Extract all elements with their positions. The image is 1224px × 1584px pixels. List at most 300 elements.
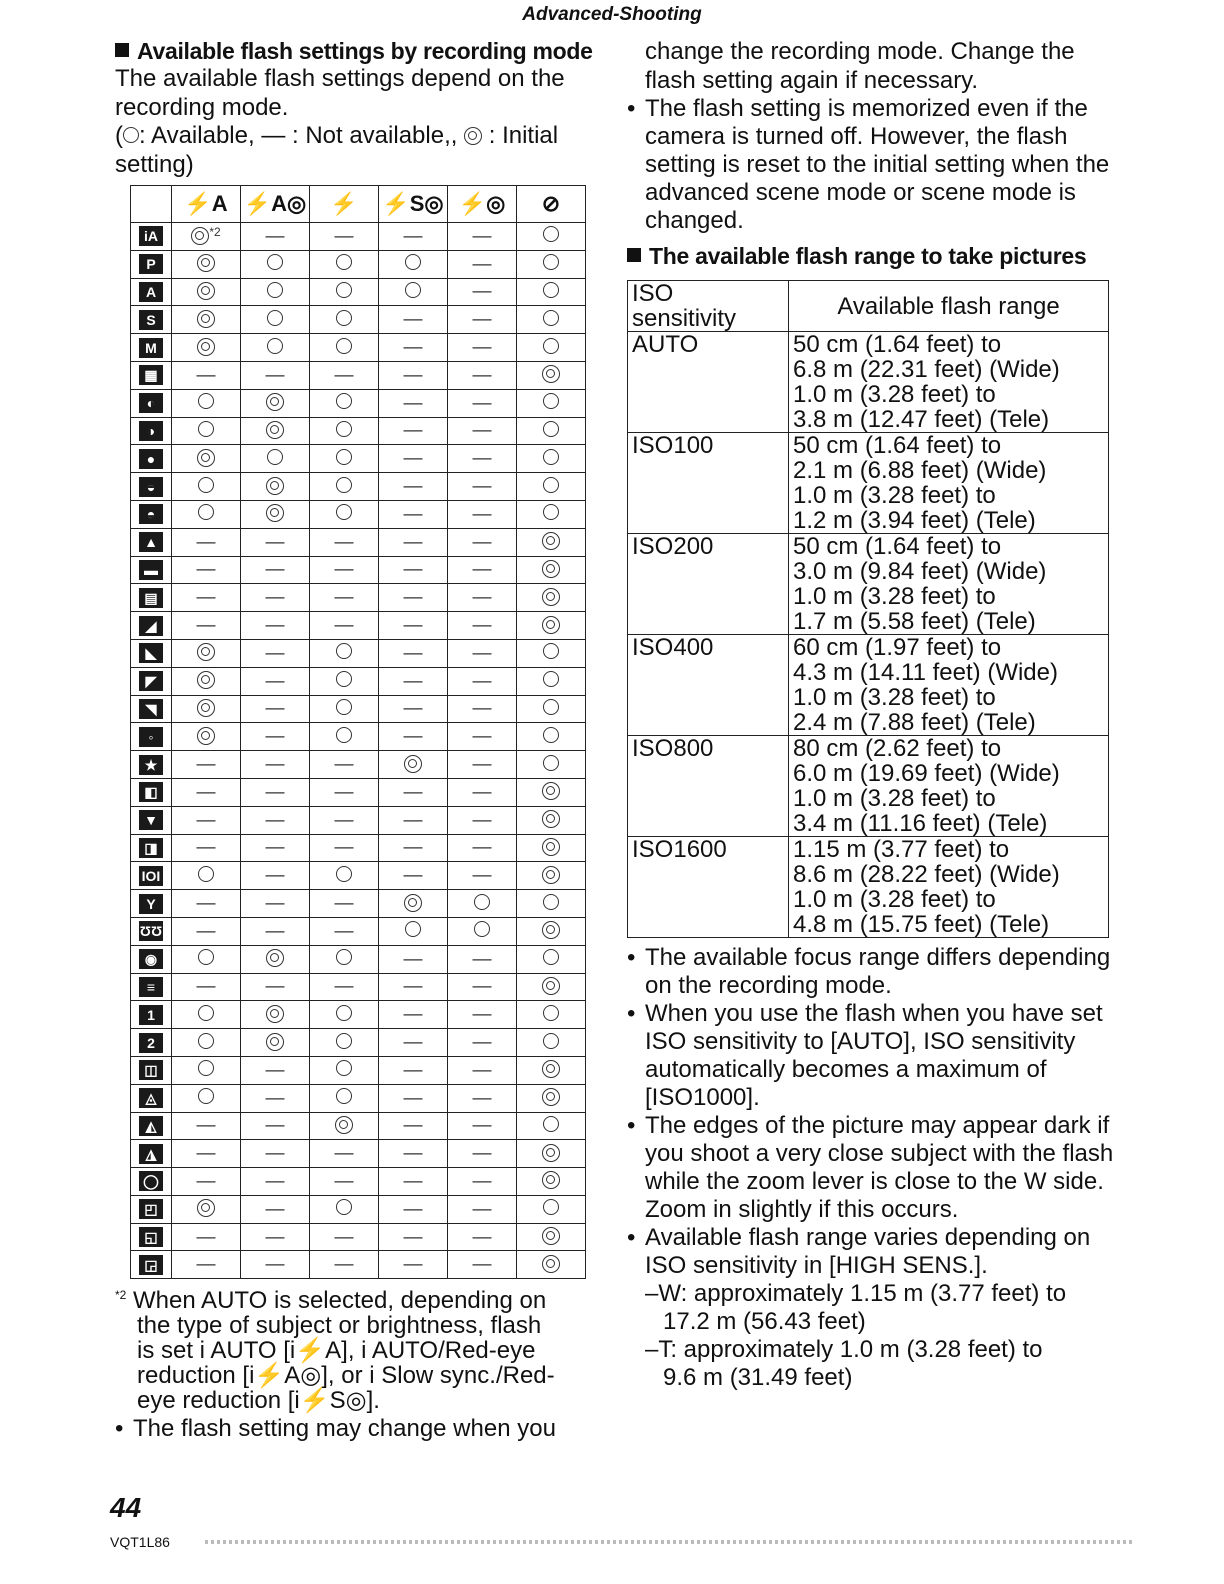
recording-mode-icon: ◥	[139, 699, 163, 719]
availability-cell: —	[241, 834, 310, 862]
availability-cell: —	[379, 1223, 448, 1251]
recording-mode-icon: ●	[139, 449, 163, 469]
availability-cell	[241, 417, 310, 445]
availability-cell: —	[172, 1140, 241, 1168]
availability-cell: —	[448, 1084, 517, 1112]
initial-symbol	[542, 532, 560, 550]
footnote-ref: *2	[209, 224, 221, 239]
available-symbol	[198, 1005, 214, 1021]
available-symbol	[543, 643, 559, 659]
availability-cell: —	[448, 778, 517, 806]
recording-mode-icon: ◰	[139, 1199, 163, 1219]
availability-cell	[310, 639, 379, 667]
available-symbol	[543, 755, 559, 771]
footnote-line: reduction [i⚡A◎], or i Slow sync./Red-	[137, 1362, 555, 1390]
available-symbol	[543, 671, 559, 687]
table-row	[131, 1056, 586, 1084]
availability-cell	[172, 1029, 241, 1057]
availability-cell: —	[448, 1168, 517, 1196]
list-item: • The available focus range differs depending on the recording mode.	[627, 944, 1117, 1000]
available-symbol	[336, 421, 352, 437]
initial-symbol	[191, 227, 209, 245]
available-symbol	[336, 1199, 352, 1215]
availability-cell: —	[379, 945, 448, 973]
mode-icon-cell	[131, 334, 172, 362]
availability-cell: —	[379, 1056, 448, 1084]
mode-icon-cell	[131, 584, 172, 612]
availability-cell: —	[379, 1251, 448, 1279]
range-cell	[789, 736, 1109, 837]
available-symbol	[543, 393, 559, 409]
initial-symbol	[542, 365, 560, 383]
availability-cell: —	[310, 223, 379, 251]
flash-column-header: ⚡S◎	[379, 186, 448, 223]
availability-cell	[310, 278, 379, 306]
availability-cell	[310, 1001, 379, 1029]
available-symbol	[336, 1060, 352, 1076]
initial-symbol	[542, 1144, 560, 1162]
availability-cell: —	[448, 1112, 517, 1140]
initial-symbol	[197, 643, 215, 661]
availability-cell: —	[310, 361, 379, 389]
availability-cell	[310, 667, 379, 695]
recording-mode-icon: ◭	[139, 1116, 163, 1136]
range-line: 50 cm (1.64 feet) to	[793, 331, 1002, 358]
availability-cell	[517, 1084, 586, 1112]
availability-cell	[517, 695, 586, 723]
availability-cell	[241, 500, 310, 528]
availability-cell	[310, 1084, 379, 1112]
availability-cell: —	[379, 1112, 448, 1140]
mode-icon-cell	[131, 751, 172, 779]
initial-symbol	[197, 1199, 215, 1217]
availability-cell: —	[310, 528, 379, 556]
table-row	[131, 250, 586, 278]
table-row	[131, 1195, 586, 1223]
table-row	[131, 1223, 586, 1251]
availability-cell	[241, 1029, 310, 1057]
availability-cell: —	[379, 223, 448, 251]
available-symbol	[198, 949, 214, 965]
footnote-mark: *2	[115, 1288, 127, 1303]
availability-cell: —	[379, 667, 448, 695]
initial-symbol	[542, 560, 560, 578]
legend-line-1: ( : Available, — : Not available,, : Initial	[115, 122, 559, 149]
availability-cell: —	[448, 584, 517, 612]
recording-mode-icon: ◦	[139, 727, 163, 747]
availability-cell	[310, 334, 379, 362]
availability-cell: —	[241, 695, 310, 723]
initial-symbol	[542, 616, 560, 634]
availability-cell: —	[241, 223, 310, 251]
availability-cell: —	[448, 862, 517, 890]
availability-cell	[172, 473, 241, 501]
availability-cell: —	[379, 556, 448, 584]
availability-cell	[448, 917, 517, 945]
availability-cell	[172, 278, 241, 306]
range-line: 1.2 m (3.94 feet) (Tele)	[793, 507, 1036, 534]
availability-cell: —	[310, 584, 379, 612]
intro-line-2: recording mode.	[115, 93, 289, 121]
availability-cell: —	[241, 556, 310, 584]
list-item: • Available flash range varies depending on ISO sensitivity in [HIGH SENS.].	[627, 1224, 1117, 1280]
availability-cell: —	[448, 278, 517, 306]
available-symbol	[336, 1033, 352, 1049]
recording-mode-icon: ◢	[139, 616, 163, 636]
mode-icon-cell	[131, 1056, 172, 1084]
mode-icon-cell	[131, 1084, 172, 1112]
initial-symbol	[542, 1060, 560, 1078]
availability-cell: —	[379, 417, 448, 445]
availability-cell	[310, 1195, 379, 1223]
availability-cell: —	[241, 862, 310, 890]
availability-cell	[517, 1056, 586, 1084]
table-row	[131, 806, 586, 834]
availability-cell: —	[172, 612, 241, 640]
availability-cell: —	[310, 1251, 379, 1279]
availability-cell: —	[241, 806, 310, 834]
recording-mode-icon: ◒	[139, 477, 163, 497]
availability-cell: —	[241, 1251, 310, 1279]
available-symbol	[543, 282, 559, 298]
recording-mode-icon: ▼	[139, 810, 163, 830]
table-row	[131, 778, 586, 806]
mode-icon-cell	[131, 1195, 172, 1223]
initial-symbol	[335, 1116, 353, 1134]
recording-mode-icon: ▬	[139, 560, 163, 580]
table-row	[131, 612, 586, 640]
mode-icon-cell	[131, 556, 172, 584]
table-row	[131, 445, 586, 473]
availability-cell: —	[379, 1195, 448, 1223]
available-symbol	[543, 727, 559, 743]
availability-cell: —	[448, 723, 517, 751]
page-number: 44	[110, 1492, 142, 1523]
availability-cell	[517, 806, 586, 834]
available-symbol	[198, 866, 214, 882]
availability-cell: —	[241, 1112, 310, 1140]
range-line: 1.0 m (3.28 feet) to	[793, 482, 996, 509]
page-header: Advanced-Shooting	[522, 4, 702, 25]
availability-cell: —	[448, 417, 517, 445]
initial-symbol	[266, 949, 284, 967]
table-row	[131, 862, 586, 890]
mode-icon-cell	[131, 917, 172, 945]
availability-cell	[310, 417, 379, 445]
table-row	[131, 500, 586, 528]
availability-cell: —	[448, 945, 517, 973]
availability-cell	[172, 1084, 241, 1112]
availability-cell	[517, 278, 586, 306]
table-row	[628, 332, 1109, 433]
initial-symbol	[542, 1255, 560, 1273]
table-row	[131, 667, 586, 695]
available-symbol	[336, 254, 352, 270]
availability-cell	[517, 306, 586, 334]
availability-cell: —	[172, 1112, 241, 1140]
availability-cell: —	[310, 806, 379, 834]
availability-cell: —	[448, 334, 517, 362]
availability-cell	[517, 751, 586, 779]
availability-cell	[172, 223, 241, 251]
mode-icon-cell	[131, 612, 172, 640]
availability-cell	[310, 1056, 379, 1084]
table-row	[131, 361, 586, 389]
availability-cell: —	[448, 500, 517, 528]
range-line: 1.15 m (3.77 feet) to	[793, 836, 1010, 863]
availability-cell: —	[241, 584, 310, 612]
availability-cell: —	[379, 528, 448, 556]
availability-cell	[379, 917, 448, 945]
availability-cell: —	[379, 806, 448, 834]
list-item: • The edges of the picture may appear dark if you shoot a very close subject with the flash while the zoom lever is close to the W side. Zoom in slightly if this occurs.	[627, 1112, 1117, 1224]
recording-mode-icon: ◣	[139, 643, 163, 663]
mode-icon-cell	[131, 500, 172, 528]
availability-cell: —	[448, 973, 517, 1001]
recording-mode-icon: ◐	[139, 393, 163, 413]
availability-cell	[172, 306, 241, 334]
mode-icon-cell	[131, 1140, 172, 1168]
availability-cell	[172, 417, 241, 445]
available-symbol	[336, 1088, 352, 1104]
availability-cell	[172, 1056, 241, 1084]
footnote-line: the type of subject or brightness, flash	[137, 1312, 542, 1340]
availability-cell: —	[379, 1029, 448, 1057]
availability-cell: —	[241, 723, 310, 751]
availability-cell: —	[241, 1195, 310, 1223]
availability-cell: —	[310, 751, 379, 779]
available-symbol	[543, 254, 559, 270]
mode-icon-cell	[131, 723, 172, 751]
table-row	[628, 736, 1109, 837]
availability-cell: —	[241, 1084, 310, 1112]
available-symbol	[336, 1005, 352, 1021]
availability-cell: —	[241, 890, 310, 918]
availability-cell	[517, 667, 586, 695]
availability-cell: —	[241, 1140, 310, 1168]
availability-cell	[172, 639, 241, 667]
table-row	[131, 473, 586, 501]
mode-icon-cell	[131, 834, 172, 862]
availability-cell	[517, 862, 586, 890]
initial-symbol	[542, 866, 560, 884]
availability-cell: —	[172, 917, 241, 945]
sub-wide-line: 17.2 m (56.43 feet)	[663, 1308, 866, 1335]
mode-icon-cell	[131, 639, 172, 667]
availability-cell	[517, 612, 586, 640]
flash-range-table	[627, 280, 1109, 938]
iso-cell: ISO1600	[628, 837, 789, 938]
availability-cell: —	[448, 695, 517, 723]
range-header: Available flash range	[789, 281, 1109, 332]
mode-icon-cell	[131, 862, 172, 890]
initial-symbol	[542, 588, 560, 606]
availability-cell	[379, 890, 448, 918]
mode-icon-cell	[131, 306, 172, 334]
continued-line-1: change the recording mode. Change the	[645, 38, 1075, 65]
recording-mode-icon: ◬	[139, 1088, 163, 1108]
availability-cell: —	[172, 751, 241, 779]
range-line: 1.0 m (3.28 feet) to	[793, 785, 996, 812]
availability-cell: —	[379, 389, 448, 417]
right-column	[627, 38, 1117, 1392]
availability-cell	[517, 528, 586, 556]
mode-icon-cell	[131, 1001, 172, 1029]
table-row	[131, 334, 586, 362]
recording-mode-icon: 2	[139, 1033, 163, 1053]
table-row	[131, 1112, 586, 1140]
availability-cell	[517, 361, 586, 389]
recording-mode-icon: ◧	[139, 782, 163, 802]
availability-cell	[517, 334, 586, 362]
recording-mode-icon: ▤	[139, 588, 163, 608]
availability-cell	[310, 473, 379, 501]
availability-cell: —	[241, 1056, 310, 1084]
available-symbol	[336, 449, 352, 465]
availability-cell	[517, 389, 586, 417]
recording-mode-icon: ≡	[139, 977, 163, 997]
initial-symbol	[266, 477, 284, 495]
table-row	[628, 837, 1109, 938]
initial-symbol	[197, 449, 215, 467]
availability-cell	[241, 306, 310, 334]
availability-cell: —	[379, 1168, 448, 1196]
available-symbol	[543, 894, 559, 910]
decorative-strip	[205, 1540, 1135, 1544]
availability-cell: —	[448, 612, 517, 640]
availability-cell	[517, 890, 586, 918]
recording-mode-icon: ◮	[139, 1144, 163, 1164]
availability-cell: —	[241, 917, 310, 945]
availability-cell: —	[448, 834, 517, 862]
availability-cell: —	[379, 500, 448, 528]
bullet-flash-change: • The flash setting may change when you	[115, 1415, 600, 1443]
table-row	[131, 278, 586, 306]
table-row	[131, 639, 586, 667]
mode-icon-cell	[131, 445, 172, 473]
availability-cell	[517, 223, 586, 251]
range-line: 6.0 m (19.69 feet) (Wide)	[793, 760, 1060, 787]
available-symbol	[543, 699, 559, 715]
availability-cell: —	[448, 751, 517, 779]
availability-cell: —	[379, 723, 448, 751]
mode-icon-cell	[131, 945, 172, 973]
range-line: 2.1 m (6.88 feet) (Wide)	[793, 457, 1047, 484]
available-symbol	[336, 643, 352, 659]
mode-icon-cell	[131, 1029, 172, 1057]
availability-cell	[517, 1168, 586, 1196]
availability-cell: —	[241, 612, 310, 640]
available-symbol	[405, 921, 421, 937]
table-row	[131, 389, 586, 417]
document-code: VQT1L86	[110, 1534, 170, 1550]
recording-mode-icon: ◤	[139, 671, 163, 691]
availability-cell: —	[379, 1084, 448, 1112]
availability-cell	[241, 945, 310, 973]
flash-column-header: ⚡A	[172, 186, 241, 223]
recording-mode-icon: IOI	[139, 866, 163, 886]
range-line: 3.0 m (9.84 feet) (Wide)	[793, 558, 1047, 585]
availability-cell	[241, 250, 310, 278]
initial-symbol	[197, 699, 215, 717]
available-symbol	[198, 393, 214, 409]
availability-cell	[517, 473, 586, 501]
table-row	[131, 584, 586, 612]
available-symbol	[543, 421, 559, 437]
availability-cell	[172, 1001, 241, 1029]
availability-cell: —	[448, 361, 517, 389]
range-line: 6.8 m (22.31 feet) (Wide)	[793, 356, 1060, 383]
available-symbol	[336, 282, 352, 298]
available-symbol	[336, 338, 352, 354]
availability-cell	[310, 389, 379, 417]
available-symbol	[405, 282, 421, 298]
availability-cell: —	[241, 778, 310, 806]
availability-cell: —	[448, 528, 517, 556]
availability-cell: —	[241, 1168, 310, 1196]
availability-cell: —	[448, 556, 517, 584]
mode-icon-cell	[131, 389, 172, 417]
range-line: 1.0 m (3.28 feet) to	[793, 886, 996, 913]
availability-cell	[517, 500, 586, 528]
availability-cell: —	[241, 639, 310, 667]
initial-symbol	[542, 1171, 560, 1189]
availability-cell: —	[310, 778, 379, 806]
availability-cell: —	[310, 1168, 379, 1196]
mode-icon-cell	[131, 1168, 172, 1196]
availability-cell: —	[448, 1056, 517, 1084]
availability-cell: —	[379, 584, 448, 612]
range-line: 8.6 m (28.22 feet) (Wide)	[793, 861, 1060, 888]
availability-cell: —	[241, 667, 310, 695]
flash-settings-heading: Available flash settings by recording mode	[115, 38, 600, 65]
availability-cell	[310, 1112, 379, 1140]
range-line: 80 cm (2.62 feet) to	[793, 735, 1002, 762]
available-symbol	[198, 1033, 214, 1049]
mode-icon-cell	[131, 223, 172, 251]
availability-cell: —	[379, 1001, 448, 1029]
availability-cell	[241, 1001, 310, 1029]
continued-line-2: flash setting again if necessary.	[645, 66, 979, 94]
table-row	[131, 945, 586, 973]
available-symbol	[336, 671, 352, 687]
available-symbol	[543, 1033, 559, 1049]
availability-cell: —	[172, 806, 241, 834]
available-symbol	[198, 421, 214, 437]
left-column	[115, 38, 600, 1443]
available-symbol	[198, 1088, 214, 1104]
availability-cell	[517, 1029, 586, 1057]
mode-column-header	[131, 186, 172, 223]
iso-cell: ISO400	[628, 635, 789, 736]
availability-cell: —	[310, 556, 379, 584]
intro-line-1: The available flash settings depend on the	[115, 65, 565, 92]
initial-symbol	[197, 338, 215, 356]
available-symbol	[543, 449, 559, 465]
table-row	[131, 306, 586, 334]
availability-cell	[517, 584, 586, 612]
availability-cell: —	[448, 1223, 517, 1251]
availability-cell: —	[448, 1140, 517, 1168]
initial-symbol	[266, 1033, 284, 1051]
availability-cell: —	[172, 556, 241, 584]
range-cell	[789, 837, 1109, 938]
initial-symbol	[542, 1227, 560, 1245]
table-row	[131, 1251, 586, 1279]
available-symbol	[474, 921, 490, 937]
iso-cell: AUTO	[628, 332, 789, 433]
availability-cell: —	[241, 973, 310, 1001]
